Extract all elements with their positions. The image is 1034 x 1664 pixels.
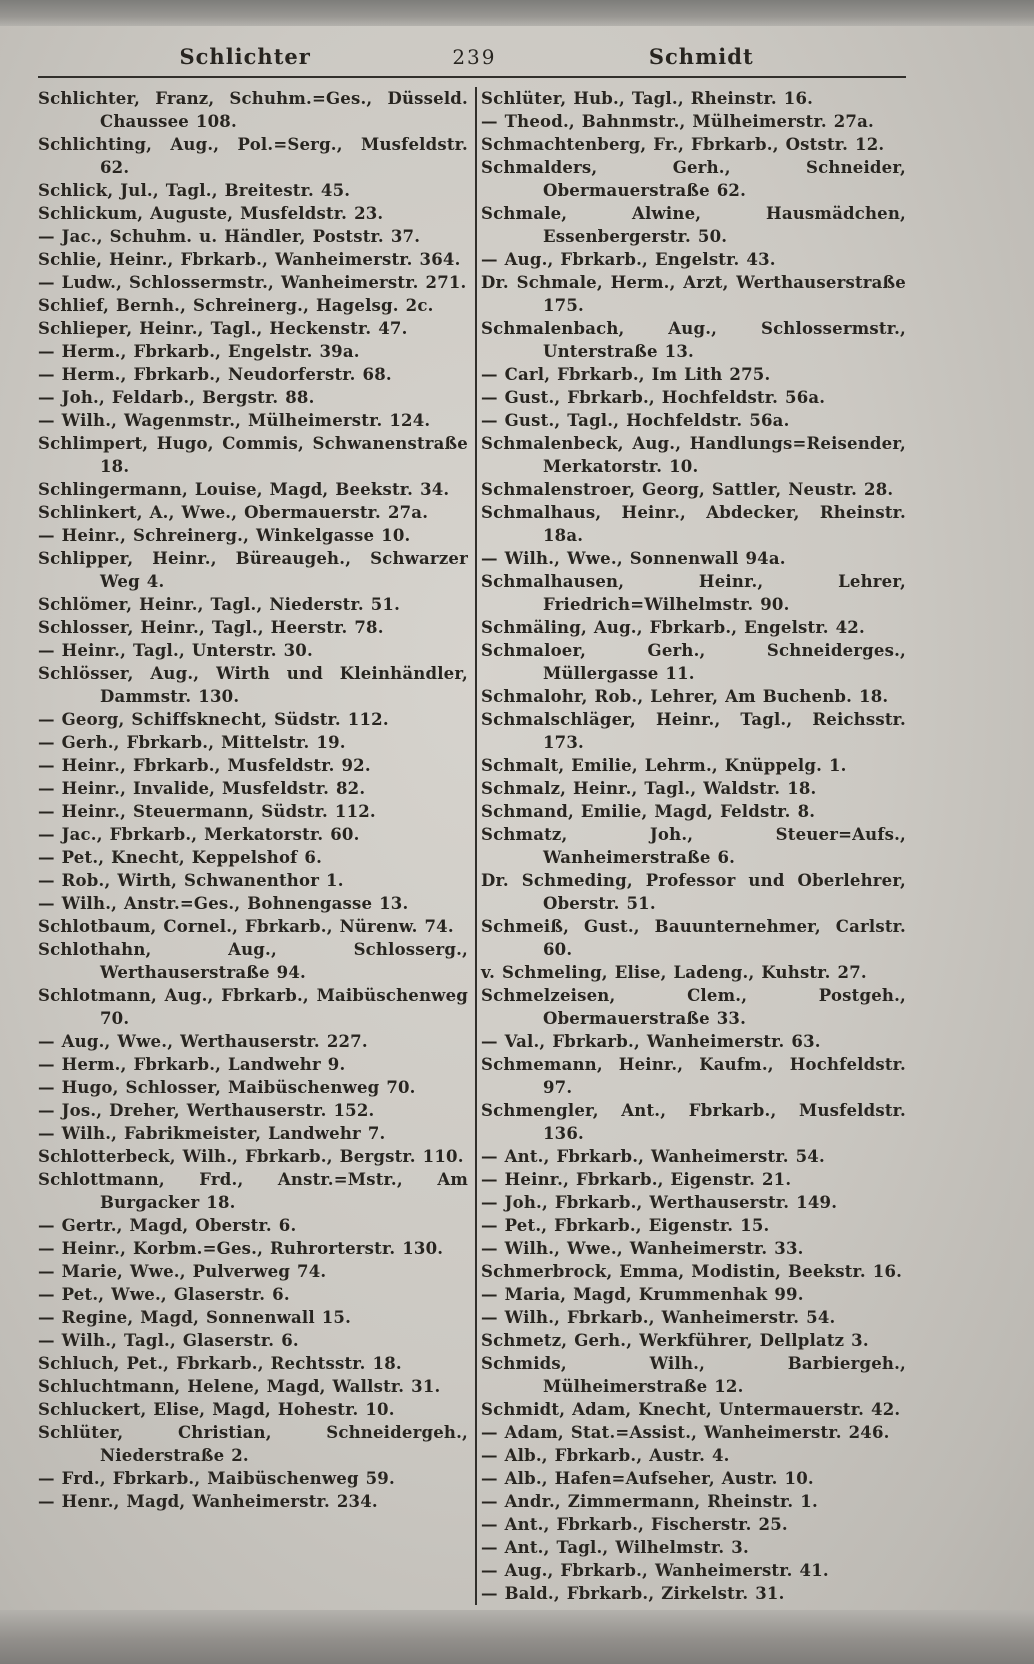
directory-entry: Schlottmann, Frd., Anstr.=Mstr., Am Burgacker 18. bbox=[38, 1170, 468, 1212]
directory-entry: — Heinr., Fbrkarb., Eigenstr. 21. bbox=[481, 1170, 792, 1189]
directory-entry: — Heinr., Invalide, Musfeldstr. 82. bbox=[38, 779, 366, 798]
directory-entry: — Gerh., Fbrkarb., Mittelstr. 19. bbox=[38, 733, 346, 752]
directory-entry: Schmalohr, Rob., Lehrer, Am Buchenb. 18. bbox=[481, 687, 889, 706]
directory-entry: Schlickum, Auguste, Musfeldstr. 23. bbox=[38, 204, 384, 223]
directory-entry: Schmids, Wilh., Barbiergeh., Mülheimerstraße 12. bbox=[481, 1354, 906, 1396]
directory-entry: — Wilh., Wagenmstr., Mülheimerstr. 124. bbox=[38, 411, 431, 430]
directory-entry: v. Schmeling, Elise, Ladeng., Kuhstr. 27. bbox=[481, 963, 867, 982]
directory-entry: — Wilh., Wwe., Sonnenwall 94a. bbox=[481, 549, 786, 568]
directory-entry: Schlotterbeck, Wilh., Fbrkarb., Bergstr. 110. bbox=[38, 1147, 464, 1166]
directory-entry: Schlosser, Heinr., Tagl., Heerstr. 78. bbox=[38, 618, 384, 637]
directory-entry: Schlichter, Franz, Schuhm.=Ges., Düsseld. Chaussee 108. bbox=[38, 89, 468, 131]
directory-entry: — Aug., Wwe., Werthauserstr. 227. bbox=[38, 1032, 368, 1051]
directory-entry: Schlinkert, A., Wwe., Obermauerstr. 27a. bbox=[38, 503, 429, 522]
directory-entry: Schlipper, Heinr., Büreaugeh., Schwarzer Weg 4. bbox=[38, 549, 468, 591]
directory-entry: — Wilh., Anstr.=Ges., Bohnengasse 13. bbox=[38, 894, 409, 913]
directory-entry: Schluch, Pet., Fbrkarb., Rechtsstr. 18. bbox=[38, 1354, 402, 1373]
directory-entry: — Theod., Bahnmstr., Mülheimerstr. 27a. bbox=[481, 112, 874, 131]
directory-entry: Schlösser, Aug., Wirth und Kleinhändler, Dammstr. 130. bbox=[38, 664, 468, 706]
right-column bbox=[481, 87, 906, 1605]
directory-entry: Schmalders, Gerh., Schneider, Obermauerstraße 62. bbox=[481, 158, 906, 200]
directory-entry: — Jac., Fbrkarb., Merkatorstr. 60. bbox=[38, 825, 360, 844]
directory-entry: Schmalenstroer, Georg, Sattler, Neustr. 28. bbox=[481, 480, 894, 499]
directory-entry: — Heinr., Schreinerg., Winkelgasse 10. bbox=[38, 526, 411, 545]
directory-entry: Dr. Schmale, Herm., Arzt, Werthauserstraße 175. bbox=[481, 273, 906, 315]
directory-entry: — Ant., Fbrkarb., Wanheimerstr. 54. bbox=[481, 1147, 825, 1166]
directory-entry: Schmengler, Ant., Fbrkarb., Musfeldstr. 136. bbox=[481, 1101, 906, 1143]
directory-entry: Schlick, Jul., Tagl., Breitestr. 45. bbox=[38, 181, 351, 200]
directory-entry: Schluchtmann, Helene, Magd, Wallstr. 31. bbox=[38, 1377, 441, 1396]
header-rule bbox=[38, 76, 906, 78]
directory-entry: — Frd., Fbrkarb., Maibüschenweg 59. bbox=[38, 1469, 395, 1488]
directory-entry: — Joh., Fbrkarb., Werthauserstr. 149. bbox=[481, 1193, 838, 1212]
directory-entry: Schmalt, Emilie, Lehrm., Knüppelg. 1. bbox=[481, 756, 847, 775]
directory-entry: — Pet., Fbrkarb., Eigenstr. 15. bbox=[481, 1216, 770, 1235]
directory-entry: Schmalhaus, Heinr., Abdecker, Rheinstr. 18a. bbox=[481, 503, 906, 545]
directory-entry: — Bald., Fbrkarb., Zirkelstr. 31. bbox=[481, 1584, 785, 1603]
directory-entry: Schmalschläger, Heinr., Tagl., Reichsstr. 173. bbox=[481, 710, 906, 752]
directory-entry: — Adam, Stat.=Assist., Wanheimerstr. 246. bbox=[481, 1423, 890, 1442]
column-divider bbox=[475, 87, 477, 1605]
scan-edge-top bbox=[0, 0, 1034, 26]
directory-entry: — Gertr., Magd, Oberstr. 6. bbox=[38, 1216, 297, 1235]
directory-entry: — Maria, Magd, Krummenhak 99. bbox=[481, 1285, 804, 1304]
directory-entry: Schlömer, Heinr., Tagl., Niederstr. 51. bbox=[38, 595, 401, 614]
directory-entry: Schmalenbach, Aug., Schlossermstr., Unterstraße 13. bbox=[481, 319, 906, 361]
directory-entry: Schmale, Alwine, Hausmädchen, Essenbergerstr. 50. bbox=[481, 204, 906, 246]
directory-entry: Schlimpert, Hugo, Commis, Schwanenstraße 18. bbox=[38, 434, 468, 476]
directory-entry: Schlothahn, Aug., Schlosserg., Werthauserstraße 94. bbox=[38, 940, 468, 982]
page-header bbox=[38, 44, 906, 69]
directory-entry: Schmemann, Heinr., Kaufm., Hochfeldstr. 97. bbox=[481, 1055, 906, 1097]
directory-entry: — Pet., Knecht, Keppelshof 6. bbox=[38, 848, 323, 867]
directory-entry: Schlichting, Aug., Pol.=Serg., Musfeldstr. 62. bbox=[38, 135, 468, 177]
directory-entry: Schmerbrock, Emma, Modistin, Beekstr. 16. bbox=[481, 1262, 903, 1281]
directory-entry: — Carl, Fbrkarb., Im Lith 275. bbox=[481, 365, 771, 384]
directory-entry: Schmalhausen, Heinr., Lehrer, Friedrich=Wilhelmstr. 90. bbox=[481, 572, 906, 614]
directory-entry: Schmatz, Joh., Steuer=Aufs., Wanheimerstraße 6. bbox=[481, 825, 906, 867]
directory-entry: — Pet., Wwe., Glaserstr. 6. bbox=[38, 1285, 290, 1304]
directory-entry: — Ant., Fbrkarb., Fischerstr. 25. bbox=[481, 1515, 788, 1534]
directory-entry: — Aug., Fbrkarb., Engelstr. 43. bbox=[481, 250, 776, 269]
directory-entry: Schlief, Bernh., Schreinerg., Hagelsg. 2c. bbox=[38, 296, 434, 315]
directory-entry: — Herm., Fbrkarb., Landwehr 9. bbox=[38, 1055, 346, 1074]
directory-entry: — Heinr., Tagl., Unterstr. 30. bbox=[38, 641, 313, 660]
directory-entry: — Henr., Magd, Wanheimerstr. 234. bbox=[38, 1492, 378, 1511]
page-number: 239 bbox=[452, 45, 497, 69]
directory-entry: — Wilh., Tagl., Glaserstr. 6. bbox=[38, 1331, 299, 1350]
directory-entry: Schlotbaum, Cornel., Fbrkarb., Nürenw. 74. bbox=[38, 917, 454, 936]
directory-entry: — Wilh., Fbrkarb., Wanheimerstr. 54. bbox=[481, 1308, 836, 1327]
directory-entry: — Herm., Fbrkarb., Engelstr. 39a. bbox=[38, 342, 360, 361]
directory-entry: Schlüter, Christian, Schneidergeh., Niederstraße 2. bbox=[38, 1423, 468, 1465]
directory-entry: Schmetz, Gerh., Werkführer, Dellplatz 3. bbox=[481, 1331, 869, 1350]
directory-entry: Schmäling, Aug., Fbrkarb., Engelstr. 42. bbox=[481, 618, 865, 637]
directory-entry: Schmalz, Heinr., Tagl., Waldstr. 18. bbox=[481, 779, 817, 798]
header-left-keyword: Schlichter bbox=[179, 44, 311, 69]
directory-entry: Schmaloer, Gerh., Schneiderges., Müllergasse 11. bbox=[481, 641, 906, 683]
directory-entry: Schlie, Heinr., Fbrkarb., Wanheimerstr. 364. bbox=[38, 250, 461, 269]
directory-entry: — Jos., Dreher, Werthauserstr. 152. bbox=[38, 1101, 375, 1120]
directory-entry: — Aug., Fbrkarb., Wanheimerstr. 41. bbox=[481, 1561, 829, 1580]
directory-entry: Schmeiß, Gust., Bauunternehmer, Carlstr. 60. bbox=[481, 917, 906, 959]
directory-entry: — Herm., Fbrkarb., Neudorferstr. 68. bbox=[38, 365, 392, 384]
directory-entry: — Rob., Wirth, Schwanenthor 1. bbox=[38, 871, 344, 890]
directory-entry: Schmachtenberg, Fr., Fbrkarb., Oststr. 12. bbox=[481, 135, 885, 154]
directory-entry: — Jac., Schuhm. u. Händler, Poststr. 37. bbox=[38, 227, 421, 246]
left-column bbox=[38, 87, 468, 1605]
directory-entry: — Gust., Tagl., Hochfeldstr. 56a. bbox=[481, 411, 790, 430]
page-content bbox=[38, 44, 906, 1605]
scan-edge-bottom bbox=[0, 1610, 1034, 1664]
directory-entry: — Gust., Fbrkarb., Hochfeldstr. 56a. bbox=[481, 388, 826, 407]
directory-entry: Schmand, Emilie, Magd, Feldstr. 8. bbox=[481, 802, 816, 821]
directory-entry: — Heinr., Fbrkarb., Musfeldstr. 92. bbox=[38, 756, 371, 775]
directory-entry: Schmalenbeck, Aug., Handlungs=Reisender, Merkatorstr. 10. bbox=[481, 434, 906, 476]
directory-entry: Schmidt, Adam, Knecht, Untermauerstr. 42. bbox=[481, 1400, 901, 1419]
directory-entry: — Val., Fbrkarb., Wanheimerstr. 63. bbox=[481, 1032, 821, 1051]
directory-columns bbox=[38, 87, 906, 1605]
directory-entry: — Joh., Feldarb., Bergstr. 88. bbox=[38, 388, 315, 407]
directory-entry: — Hugo, Schlosser, Maibüschenweg 70. bbox=[38, 1078, 416, 1097]
directory-entry: — Marie, Wwe., Pulverweg 74. bbox=[38, 1262, 327, 1281]
directory-entry: — Andr., Zimmermann, Rheinstr. 1. bbox=[481, 1492, 818, 1511]
directory-entry: Schlüter, Hub., Tagl., Rheinstr. 16. bbox=[481, 89, 814, 108]
directory-entry: Schlotmann, Aug., Fbrkarb., Maibüschenweg 70. bbox=[38, 986, 468, 1028]
header-right-keyword: Schmidt bbox=[648, 44, 754, 69]
directory-entry: — Georg, Schiffsknecht, Südstr. 112. bbox=[38, 710, 389, 729]
directory-entry: — Alb., Fbrkarb., Austr. 4. bbox=[481, 1446, 730, 1465]
directory-entry: — Regine, Magd, Sonnenwall 15. bbox=[38, 1308, 352, 1327]
directory-entry: — Alb., Hafen=Aufseher, Austr. 10. bbox=[481, 1469, 814, 1488]
directory-entry: — Ludw., Schlossermstr., Wanheimerstr. 271. bbox=[38, 273, 467, 292]
directory-entry: Schlingermann, Louise, Magd, Beekstr. 34. bbox=[38, 480, 450, 499]
directory-entry: — Wilh., Wwe., Wanheimerstr. 33. bbox=[481, 1239, 804, 1258]
directory-entry: — Heinr., Korbm.=Ges., Ruhrorterstr. 130. bbox=[38, 1239, 444, 1258]
directory-entry: Schmelzeisen, Clem., Postgeh., Obermauerstraße 33. bbox=[481, 986, 906, 1028]
directory-entry: — Heinr., Steuermann, Südstr. 112. bbox=[38, 802, 376, 821]
directory-entry: Schlieper, Heinr., Tagl., Heckenstr. 47. bbox=[38, 319, 408, 338]
directory-entry: — Ant., Tagl., Wilhelmstr. 3. bbox=[481, 1538, 749, 1557]
directory-entry: — Wilh., Fabrikmeister, Landwehr 7. bbox=[38, 1124, 386, 1143]
directory-entry: Schluckert, Elise, Magd, Hohestr. 10. bbox=[38, 1400, 395, 1419]
directory-entry: Dr. Schmeding, Professor und Oberlehrer, Oberstr. 51. bbox=[481, 871, 906, 913]
